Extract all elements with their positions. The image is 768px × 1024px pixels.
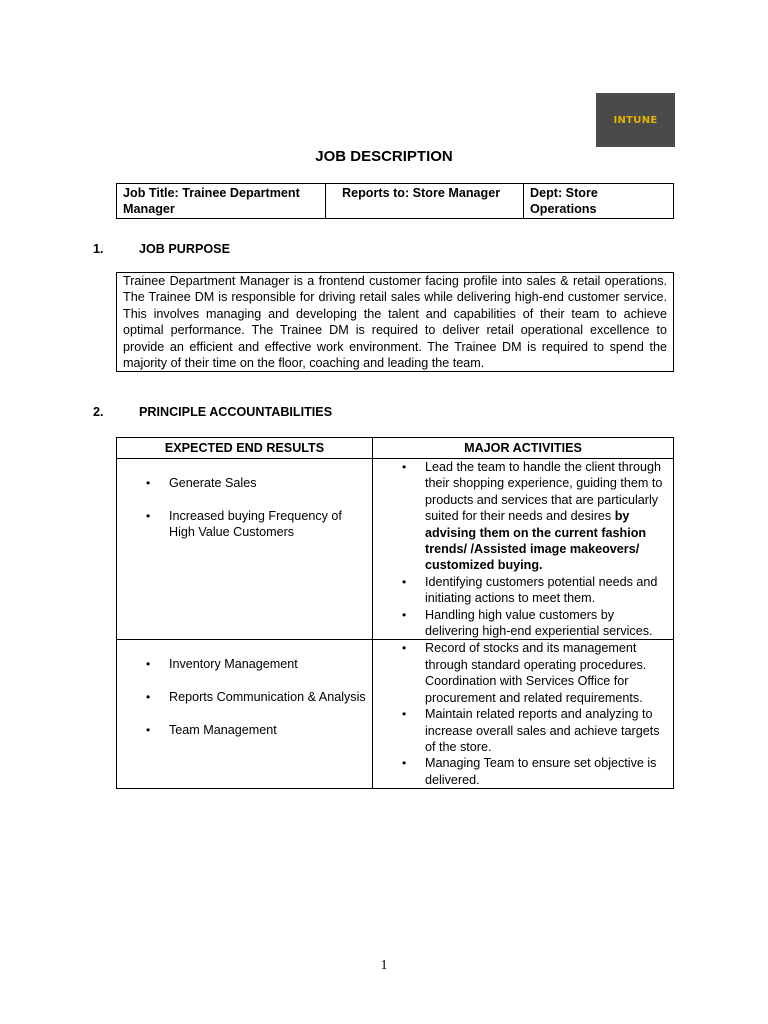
activity-item: • Identifying customers potential needs and initiating actions to meet them. bbox=[373, 574, 673, 607]
activities-cell bbox=[373, 459, 674, 640]
dept-cell: Dept: Store Operations bbox=[524, 184, 674, 219]
activity-item: • Managing Team to ensure set objective is delivered. bbox=[373, 755, 673, 788]
page-number: 1 bbox=[380, 958, 388, 973]
document-title: JOB DESCRIPTION bbox=[315, 148, 453, 165]
activity-text: Lead the team to handle the client through their shopping experience, guiding them to products and services that are particularly suited for their needs and desires bbox=[425, 460, 663, 524]
company-logo bbox=[596, 93, 675, 147]
job-header-table bbox=[116, 183, 674, 219]
column-header: MAJOR ACTIVITIES bbox=[373, 438, 674, 459]
section-number: 2. bbox=[93, 405, 104, 419]
activity-item: • Handling high value customers by delivering high-end experiential services. bbox=[373, 607, 673, 640]
column-header: EXPECTED END RESULTS bbox=[117, 438, 373, 459]
job-title-cell: Job Title: Trainee Department Manager bbox=[117, 184, 326, 219]
section-number: 1. bbox=[93, 242, 104, 256]
result-item: • Reports Communication & Analysis bbox=[117, 689, 372, 705]
activity-item: • Maintain related reports and analyzing to increase overall sales and achieve targets of the store. bbox=[373, 706, 673, 755]
activities-cell bbox=[373, 640, 674, 789]
section-title: JOB PURPOSE bbox=[139, 242, 230, 256]
results-cell bbox=[117, 459, 373, 640]
result-item: • Team Management bbox=[117, 722, 372, 738]
activity-item bbox=[373, 459, 673, 574]
activity-item: • Record of stocks and its management through standard operating procedures. Coordination with Services Office for procurement and related requirements. bbox=[373, 640, 673, 706]
activity-bold-text: by advising them on the current fashion trends/ /Assisted image makeovers/ customized buying. bbox=[425, 509, 647, 573]
accountabilities-table bbox=[116, 437, 674, 789]
result-item: • Increased buying Frequency of High Value Customers bbox=[117, 508, 372, 541]
result-item: • Inventory Management bbox=[117, 656, 372, 672]
section-title: PRINCIPLE ACCOUNTABILITIES bbox=[139, 405, 333, 419]
results-cell bbox=[117, 640, 373, 789]
logo-text: INTUNE bbox=[613, 114, 658, 126]
job-purpose-text: Trainee Department Manager is a frontend customer facing profile into sales & retail operations. The Trainee DM is responsible for driving retail sales while delivering high-end customer service. This involves managing and developing the talent and capabilities of their team to achieve optimal performance. The Trainee DM is required to deliver retail operational excellence to provide an efficient and effective work environment. The Trainee DM is required to spend the majority of their time on the floor, coaching and leading the team. bbox=[116, 272, 674, 372]
result-item: • Generate Sales bbox=[117, 475, 372, 491]
reports-to-cell: Reports to: Store Manager bbox=[326, 184, 524, 219]
